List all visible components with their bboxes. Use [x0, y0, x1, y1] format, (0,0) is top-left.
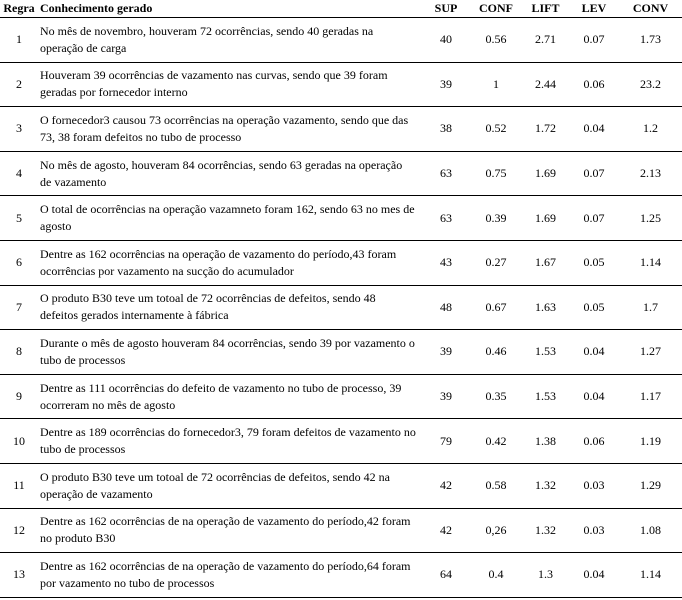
cell-conhecimento: Dentre as 111 ocorrências do defeito de vazamento no tubo de processo, 39 ocorreram no mês de agosto [38, 374, 422, 419]
cell-lev: 0.06 [569, 419, 619, 464]
header-lift: LIFT [522, 0, 569, 18]
cell-sup: 79 [422, 419, 470, 464]
cell-conf: 0.75 [470, 151, 522, 196]
header-lev: LEV [569, 0, 619, 18]
table-row [0, 62, 682, 107]
cell-lift: 1.53 [522, 330, 569, 375]
table-row [0, 151, 682, 196]
table-row [0, 553, 682, 598]
header-conhecimento: Conhecimento gerado [38, 0, 422, 18]
header-row [0, 0, 682, 18]
cell-lev: 0.07 [569, 18, 619, 63]
cell-sup: 43 [422, 240, 470, 285]
cell-conhecimento: O total de ocorrências na operação vazamneto foram 162, sendo 63 no mes de agosto [38, 196, 422, 241]
cell-lift: 1.3 [522, 553, 569, 598]
cell-regra: 3 [0, 107, 38, 152]
cell-lev: 0.03 [569, 508, 619, 553]
cell-sup: 39 [422, 62, 470, 107]
cell-conv: 2.13 [619, 151, 682, 196]
cell-lev: 0.03 [569, 463, 619, 508]
cell-conhecimento: Durante o mês de agosto houveram 84 ocorrências, sendo 39 por vazamento o tubo de processos [38, 330, 422, 375]
cell-conf: 0.35 [470, 374, 522, 419]
cell-regra: 4 [0, 151, 38, 196]
cell-lift: 1.69 [522, 196, 569, 241]
header-sup: SUP [422, 0, 470, 18]
cell-lift: 1.53 [522, 374, 569, 419]
cell-conf: 0.27 [470, 240, 522, 285]
table-body [0, 18, 682, 598]
cell-lift: 1.67 [522, 240, 569, 285]
cell-conf: 1 [470, 62, 522, 107]
cell-conhecimento: Houveram 39 ocorrências de vazamento nas curvas, sendo que 39 foram geradas por fornecedor interno [38, 62, 422, 107]
cell-regra: 1 [0, 18, 38, 63]
cell-lift: 2.71 [522, 18, 569, 63]
header-conf: CONF [470, 0, 522, 18]
cell-regra: 10 [0, 419, 38, 464]
cell-lev: 0.04 [569, 107, 619, 152]
cell-conf: 0.46 [470, 330, 522, 375]
cell-conv: 1.73 [619, 18, 682, 63]
cell-regra: 6 [0, 240, 38, 285]
cell-conhecimento: O produto B30 teve um totoal de 72 ocorrências de defeitos, sendo 42 na operação de vazamento [38, 463, 422, 508]
table-header [0, 0, 682, 18]
cell-regra: 8 [0, 330, 38, 375]
cell-conv: 1.14 [619, 553, 682, 598]
cell-conhecimento: Dentre as 162 ocorrências de na operação de vazamento do período,64 foram por vazamento no tubo de processos [38, 553, 422, 598]
cell-conv: 1.27 [619, 330, 682, 375]
cell-lift: 1.69 [522, 151, 569, 196]
cell-lev: 0.04 [569, 553, 619, 598]
cell-lift: 1.72 [522, 107, 569, 152]
cell-regra: 13 [0, 553, 38, 598]
cell-lift: 1.38 [522, 419, 569, 464]
cell-lift: 1.32 [522, 463, 569, 508]
cell-conv: 1.14 [619, 240, 682, 285]
table-row [0, 374, 682, 419]
cell-sup: 39 [422, 374, 470, 419]
table-row [0, 196, 682, 241]
cell-conhecimento: Dentre as 162 ocorrências de na operação de vazamento do período,42 foram no produto B30 [38, 508, 422, 553]
cell-sup: 63 [422, 196, 470, 241]
cell-conf: 0.56 [470, 18, 522, 63]
cell-conf: 0.58 [470, 463, 522, 508]
cell-regra: 2 [0, 62, 38, 107]
cell-sup: 40 [422, 18, 470, 63]
cell-conv: 1.19 [619, 419, 682, 464]
cell-sup: 39 [422, 330, 470, 375]
cell-conv: 1.7 [619, 285, 682, 330]
cell-conhecimento: O produto B30 teve um totoal de 72 ocorrências de defeitos, sendo 48 defeitos gerados internamente à fábrica [38, 285, 422, 330]
cell-lift: 1.32 [522, 508, 569, 553]
cell-sup: 42 [422, 508, 470, 553]
cell-conv: 1.2 [619, 107, 682, 152]
table-row [0, 463, 682, 508]
cell-conf: 0.67 [470, 285, 522, 330]
cell-lift: 1.63 [522, 285, 569, 330]
cell-conf: 0.52 [470, 107, 522, 152]
cell-conhecimento: No mês de novembro, houveram 72 ocorrências, sendo 40 geradas na operação de carga [38, 18, 422, 63]
cell-regra: 9 [0, 374, 38, 419]
table-row [0, 18, 682, 63]
cell-lev: 0.05 [569, 285, 619, 330]
cell-conf: 0,26 [470, 508, 522, 553]
cell-conhecimento: No mês de agosto, houveram 84 ocorrências, sendo 63 geradas na operação de vazamento [38, 151, 422, 196]
table-row [0, 508, 682, 553]
cell-conhecimento: O fornecedor3 causou 73 ocorrências na operação vazamento, sendo que das 73, 38 foram defeitos no tubo de processo [38, 107, 422, 152]
cell-sup: 48 [422, 285, 470, 330]
cell-regra: 7 [0, 285, 38, 330]
cell-sup: 38 [422, 107, 470, 152]
cell-lev: 0.07 [569, 151, 619, 196]
cell-conf: 0.42 [470, 419, 522, 464]
cell-sup: 63 [422, 151, 470, 196]
table-row [0, 285, 682, 330]
cell-conf: 0.39 [470, 196, 522, 241]
cell-conv: 1.08 [619, 508, 682, 553]
table-row [0, 107, 682, 152]
cell-regra: 12 [0, 508, 38, 553]
cell-sup: 42 [422, 463, 470, 508]
header-conv: CONV [619, 0, 682, 18]
cell-conv: 1.29 [619, 463, 682, 508]
table-row [0, 240, 682, 285]
cell-conv: 1.17 [619, 374, 682, 419]
cell-lev: 0.07 [569, 196, 619, 241]
cell-conf: 0.4 [470, 553, 522, 598]
cell-lift: 2.44 [522, 62, 569, 107]
table-row [0, 330, 682, 375]
cell-sup: 64 [422, 553, 470, 598]
cell-conv: 23.2 [619, 62, 682, 107]
cell-conhecimento: Dentre as 162 ocorrências na operação de vazamento do período,43 foram ocorrências por vazamento na sucção do acumulador [38, 240, 422, 285]
cell-regra: 5 [0, 196, 38, 241]
cell-lev: 0.06 [569, 62, 619, 107]
cell-conv: 1.25 [619, 196, 682, 241]
cell-conhecimento: Dentre as 189 ocorrências do fornecedor3, 79 foram defeitos de vazamento no tubo de processos [38, 419, 422, 464]
cell-regra: 11 [0, 463, 38, 508]
cell-lev: 0.04 [569, 374, 619, 419]
cell-lev: 0.05 [569, 240, 619, 285]
table-row [0, 419, 682, 464]
cell-lev: 0.04 [569, 330, 619, 375]
header-regra: Regra [0, 0, 38, 18]
